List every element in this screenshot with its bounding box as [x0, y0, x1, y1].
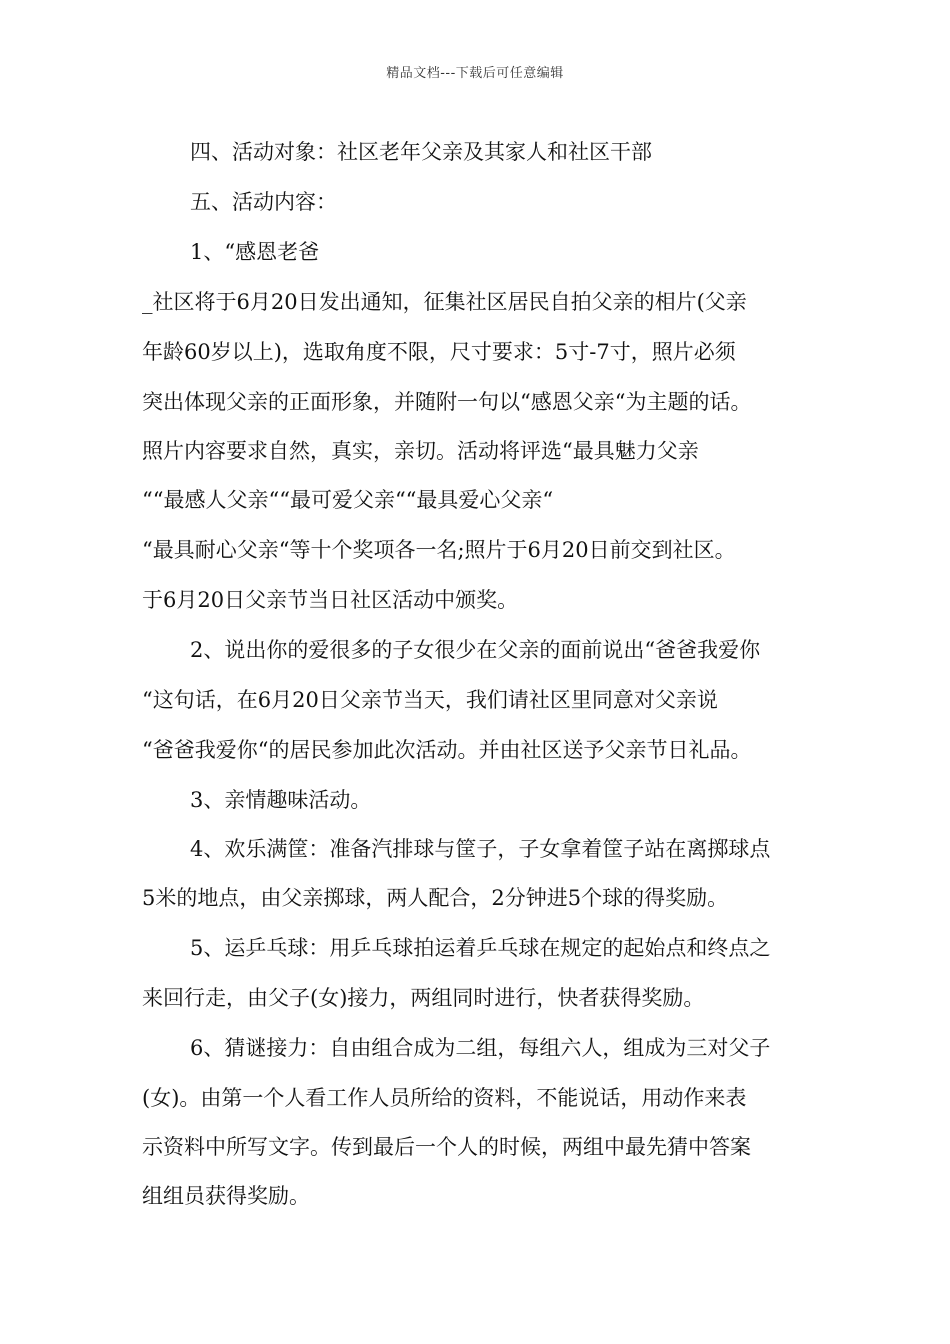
paragraph-line: 组组员获得奖励。	[142, 1184, 310, 1208]
paragraph-line: 6、猜谜接力：自由组合成为二组，每组六人，组成为三对父子	[190, 1036, 771, 1060]
paragraph-line: (女)。由第一个人看工作人员所给的资料，不能说话，用动作来表	[142, 1086, 747, 1110]
paragraph-line: 4、欢乐满筐：准备汽排球与筐子，子女拿着筐子站在离掷球点	[190, 837, 771, 861]
paragraph-line: 来回行走，由父子(女)接力，两组同时进行，快者获得奖励。	[142, 986, 705, 1010]
paragraph-line: “爸爸我爱你“的居民参加此次活动。并由社区送予父亲节日礼品。	[142, 738, 752, 762]
paragraph-line: 1、“感恩老爸	[190, 240, 320, 264]
paragraph-line: 年龄60岁以上)，选取角度不限，尺寸要求：5寸-7寸，照片必须	[142, 340, 736, 364]
paragraph-line: 突出体现父亲的正面形象，并随附一句以“感恩父亲“为主题的话。	[142, 390, 752, 414]
paragraph-line: 照片内容要求自然，真实，亲切。活动将评选“最具魅力父亲	[142, 439, 699, 463]
paragraph-line: “这句话，在6月20日父亲节当天，我们请社区里同意对父亲说	[142, 688, 718, 712]
paragraph-line: ““最感人父亲““最可爱父亲““最具爱心父亲“	[142, 488, 554, 512]
paragraph-line: 5米的地点，由父亲掷球，两人配合，2分钟进5个球的得奖励。	[142, 886, 729, 910]
paragraph-line: 3、亲情趣味活动。	[190, 788, 372, 812]
paragraph-line: 于6月20日父亲节当日社区活动中颁奖。	[142, 588, 519, 612]
paragraph-line: 示资料中所写文字。传到最后一个人的时候，两组中最先猜中答案	[142, 1135, 751, 1159]
paragraph-line: 五、活动内容：	[190, 190, 337, 214]
paragraph-line: _社区将于6月20日发出通知，征集社区居民自拍父亲的相片(父亲	[142, 290, 747, 314]
paragraph-line: “最具耐心父亲“等十个奖项各一名;照片于6月20日前交到社区。	[142, 538, 736, 562]
paragraph-line: 5、运乒乓球：用乒乓球拍运着乒乓球在规定的起始点和终点之	[190, 936, 771, 960]
page-header: 精品文档---下载后可任意编辑	[386, 66, 564, 81]
paragraph-line: 四、活动对象：社区老年父亲及其家人和社区干部	[190, 140, 652, 164]
paragraph-line: 2、说出你的爱很多的子女很少在父亲的面前说出“爸爸我爱你	[190, 638, 761, 662]
